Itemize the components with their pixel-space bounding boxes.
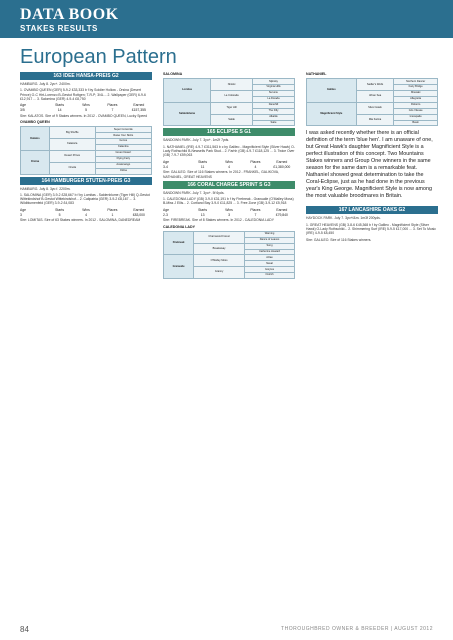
pedigree-heading: CALEDONIA LADY (163, 224, 196, 229)
column-1 (20, 70, 152, 225)
stats-header: Age Starts Wins Places Earned (20, 207, 145, 212)
race-result: 1. SALOMINA (GER) 3-9-2 £28,667 b f by Lomitas - Saldenblume (Tiger Hill) Q-Gestut Wittekindshof B-Gestut Wittekindshof... 2. Calipatria (GER) 3-9-2 £8,167 ... 3. Wildblumenfeld (GER) 3-9-2 £4,083 (20, 192, 150, 206)
stats-header: Age Starts Wins Places Earned (163, 207, 288, 212)
pedigree-table: Firebreak Charnwood Forest Warning Dance of Leaves Breakaway Song Catherine Howard Granuaile O'Malley Moss Alzao Naval Granny Gorytus Ostrich (163, 231, 295, 279)
race-result: 1. OVAMBO QUEEN (GER) 5-9-2 £33,333 b f by Soldier Hollow - Orsina (Desert Prince) O-C Hirt-Lorenzo B-Gestut Rottgen; T-R-P; 3/4L... 2. Wallpaper (GER) 6-9-6 £12,917 ... 3. Salomina (GER) 4-9-4 £8,750 (20, 88, 146, 101)
pedigree-heading: OVAMBO QUEEN (20, 120, 50, 125)
race-heading: 163 IDEE HANSA-PREIS G2 (20, 72, 152, 80)
stats-values: 2-3 13 3 7 £79,840 (163, 212, 288, 217)
page-number: 84 (20, 625, 29, 634)
race-heading: 167 LANCASHIRE OAKS G2 (306, 206, 438, 214)
race-meta: HAMBURG. July 8. 2yo+. 2400m. (20, 82, 71, 86)
sire-note: Sire: KALATOS. Sire of 9 Stakes winners. In 2012 - OVAMBO QUEEN, Lucky Speed (20, 113, 148, 118)
magazine-section-subtitle: STAKES RESULTS (20, 24, 98, 33)
race-meta: SANDOWN PARK. July 7. 3yo+. 1m2f 7yds. (163, 138, 230, 143)
page-title: European Pattern (20, 46, 177, 68)
stats-values: 3 5 4 1 £83,000 (20, 212, 145, 217)
pedigree-heading: SALOMINA (163, 72, 183, 76)
commentary-paragraph: I was asked recently whether there is an official definition of the term 'blue hen'. I am unaware of one, but Great Hawk's daughter Magnificient Style is a perfect illustration of this concept. Two Mountains Stakes winners and Group One winners in the same season for the same dam is a remarkable feat. Nathaniel showed great determination to take the Coral-Eclipse, just as he had done in the previous year's King George. Magnificient Style is now among the most valuable broodmares in Britain. (306, 130, 433, 200)
race-meta: HAYDOCK PARK. July 7. 3yo+f&m. 1m3f 200yds. (306, 216, 381, 221)
stats-values: 3/5 14 5 7 £157,355 (20, 108, 146, 113)
stats-header: Age Starts Wins Places Earned (163, 159, 288, 164)
race-meta: SANDOWN PARK. July 7. 3yo+. 5f 6yds. (163, 190, 225, 195)
stats-header: Age Starts Wins Places Earned (20, 103, 145, 108)
sire-note: Sire: GALILEO. Sire of 116 Stakes winners. (306, 237, 372, 242)
magazine-section-title: DATA BOOK (20, 6, 119, 23)
footer (0, 622, 453, 640)
column-3 (306, 70, 438, 244)
race-result: 1. NATHANIEL (IRE) 4-9-7 £311,563 b c by Galileo - Magnificient Style (Silver Hawk) O-Lady Rothschild B-Newsells Park Stud... 2. Farhh (GB) 4-9-7 £118,125 ... 3. Twice Over (GB) 7-9-7 £59,063 (163, 144, 295, 158)
race-heading: 166 CORAL CHARGE SPRINT S G3 (163, 181, 295, 189)
race-meta: HAMBURG. July 8. 3yo f. 2200m. (20, 186, 71, 191)
race-heading: 165 ECLIPSE S G1 (163, 128, 295, 136)
sire-note: Sire: GALILEO. Sire of 116 Stakes winners. In 2012 - FRANKEL, GALIKOVA, NATHANIEL, GREAT HEAVENS (163, 170, 279, 179)
pedigree-table: Lomitas Niniski Nijinsky Virginia Hills La Colorada Surumu La Dorada Saldenblume Tiger Hill Danehill The Filly Salde Alkalde Saite (163, 78, 295, 126)
publication-name: THOROUGHBRED OWNER & BREEDER | AUGUST 2012 (281, 626, 433, 632)
pedigree-table: Galileo Sadler's Wells Northern Dancer Fairy Bridge Urban Sea Miswaki Allegretta Magnificient Style Silver Hawk Roberto Gris Vitesse Mia Karina Icecapade Basin (306, 78, 438, 126)
stats-values: 3-4 11 4 4 £1,380,000 (163, 164, 291, 169)
sire-note: Sire: LOMITAS. Sire of 63 Stakes winners. In 2012 - SALOMINA, DANEDREAM (20, 218, 141, 223)
pedigree-heading: NATHANIEL (306, 72, 327, 76)
column-2 (163, 70, 295, 281)
sire-note: Sire: FIREBREAK. Sire of 8 Stakes winners. In 2012 - CALEDONIA LADY (163, 218, 274, 223)
race-result: 1. CALEDONIA LADY (GB) 3-9-0 £31,191 b f by Firebreak - Granuaile (O'Malley Moss) B-Miss J Ellis... 2. Cortland Bay 3-9-0 £11,825 ... 3. Free Zone (GB) 3-9-12 £5,918 (163, 197, 294, 206)
pedigree-table: Kalatos Big Shuffle Super Concorde Raise Your Skirts Kalatoria Gonne Kalamba Orsina Desert Prince Green Desert Flying Fairy Orsola Acatenango Odina (20, 126, 152, 174)
header-bar (0, 0, 453, 38)
race-result: 1. GREAT HEAVENS (GB) 3-8-6 £45,368 b f by Galileo - Magnificient Style (Silver Hawk) O-Lady Rothschild... 2. Shimmering Surf (IRE) 5-9-5 £17,000 ... 3. Set To Music (IRE) 4-9-5 £8,450 (306, 222, 436, 236)
race-heading: 164 HAMBURGER STUTEN-PREIS G3 (20, 177, 152, 185)
